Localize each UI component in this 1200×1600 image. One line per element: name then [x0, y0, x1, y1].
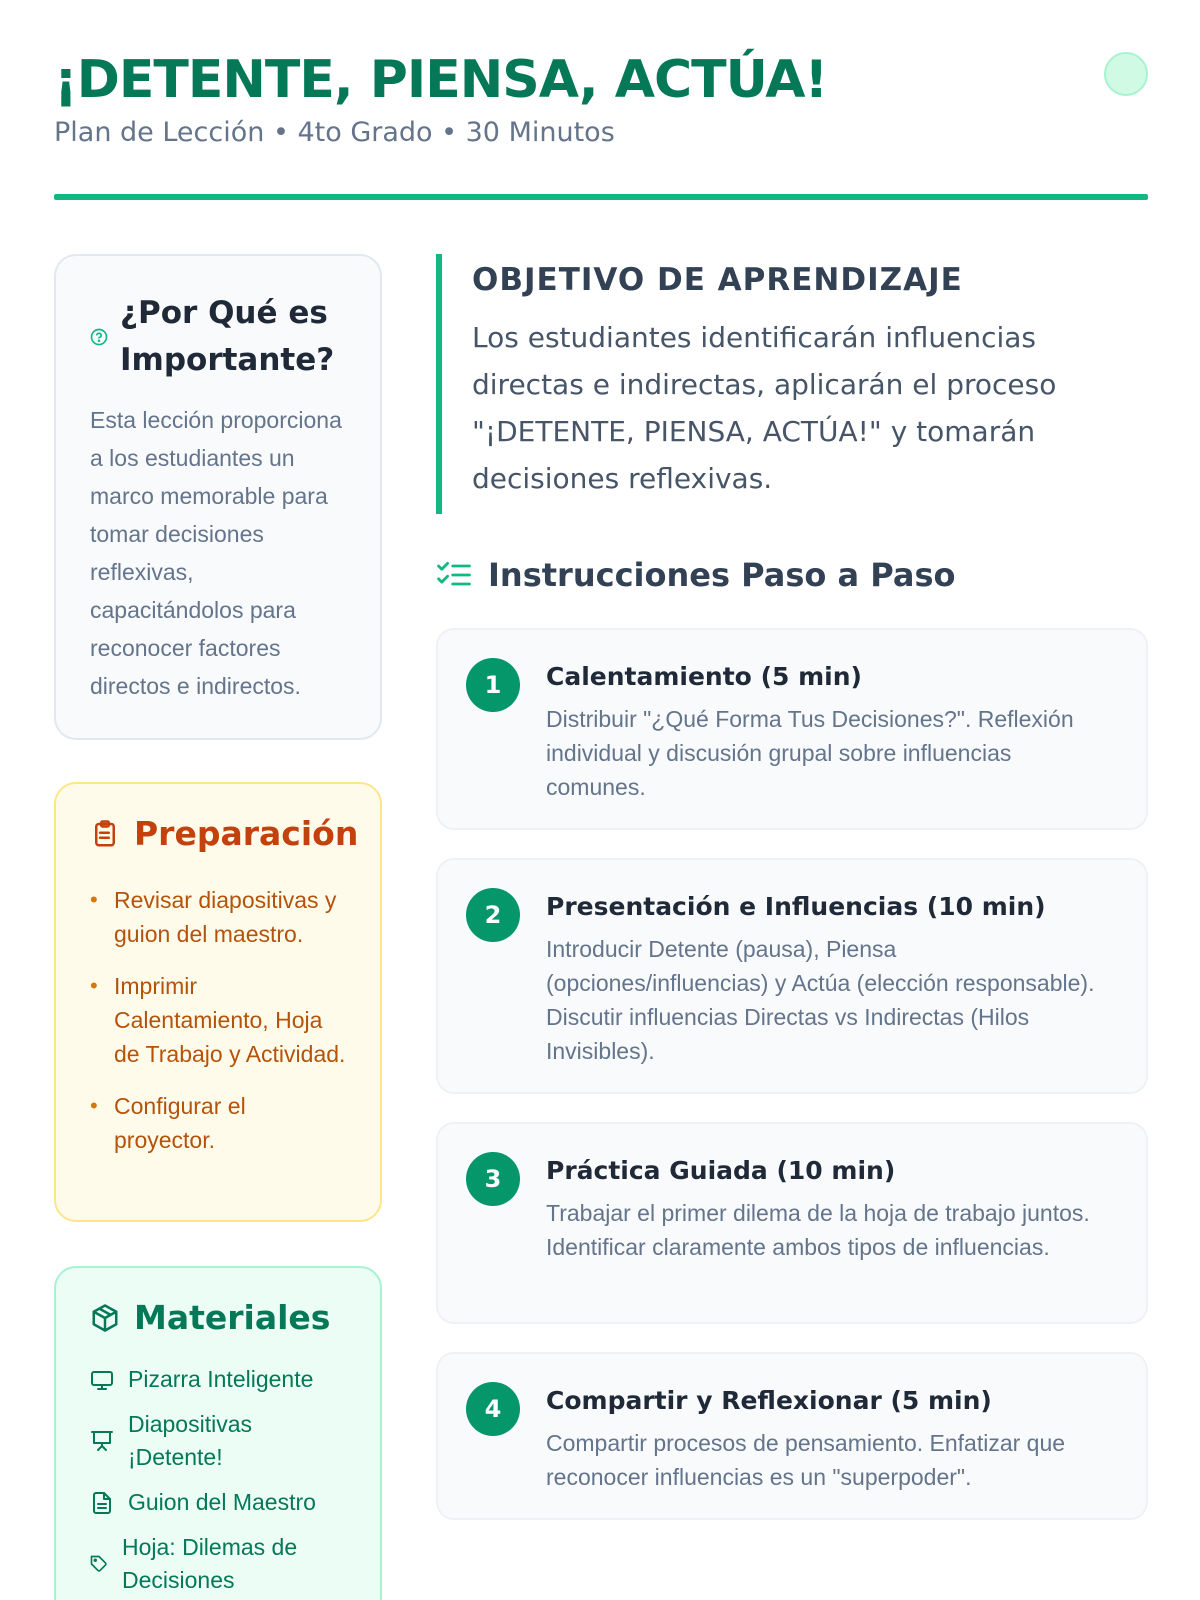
materials-card — [54, 1266, 382, 1600]
page-title: ¡DETENTE, PIENSA, ACTÚA! — [54, 50, 828, 110]
material-label: Guion del Maestro — [128, 1489, 316, 1515]
list-item: • Revisar diapositivas y guion del maestro. — [90, 883, 346, 951]
help-circle-icon — [90, 328, 108, 346]
presentation-icon — [90, 1429, 114, 1453]
materials-title: Materiales — [134, 1298, 331, 1337]
learning-objective — [436, 254, 1148, 514]
step-title: Presentación e Influencias (10 min) — [546, 892, 1046, 921]
list-item: • Imprimir Calentamiento, Hoja de Trabajo y Actividad. — [90, 969, 346, 1071]
step-number-badge: 1 — [466, 658, 520, 712]
objective-text: Los estudiantes identificarán influencias directas e indirectas, aplicarán el proceso "¡DETENTE, PIENSA, ACTÚA!" y tomarán decisiones reflexivas. — [472, 321, 1057, 495]
step-description: Distribuir "¿Qué Forma Tus Decisiones?". Reflexión individual y discusión grupal sobre influencias comunes. — [546, 706, 1074, 800]
monitor-icon — [90, 1368, 114, 1392]
step-card — [436, 628, 1148, 830]
header-divider — [54, 194, 1148, 200]
page-subtitle: Plan de Lección • 4to Grado • 30 Minutos — [54, 117, 615, 149]
steps-title: Instrucciones Paso a Paso — [488, 556, 956, 594]
step-title: Calentamiento (5 min) — [546, 662, 862, 691]
file-text-icon — [90, 1491, 114, 1515]
list-item — [90, 1363, 346, 1396]
step-description: Trabajar el primer dilema de la hoja de trabajo juntos. Identificar claramente ambos tipos de influencias. — [546, 1200, 1090, 1260]
preparation-title: Preparación — [134, 814, 359, 853]
step-card — [436, 858, 1148, 1094]
why-important-card — [54, 254, 382, 740]
list-item — [90, 1408, 346, 1474]
preparation-list — [90, 883, 346, 1157]
step-title: Práctica Guiada (10 min) — [546, 1156, 896, 1185]
step-number-badge: 2 — [466, 888, 520, 942]
step-description: Compartir procesos de pensamiento. Enfatizar que reconocer influencias es un "superpoder". — [546, 1430, 1066, 1490]
decorative-circle — [1104, 52, 1148, 96]
list-checks-icon — [436, 559, 472, 591]
package-icon — [90, 1303, 120, 1333]
list-item — [90, 1486, 346, 1519]
list-item — [90, 1531, 346, 1597]
material-label: Pizarra Inteligente — [128, 1366, 314, 1392]
preparation-card — [54, 782, 382, 1222]
tag-icon — [90, 1555, 108, 1573]
steps-header — [436, 556, 955, 594]
clipboard-icon — [90, 819, 120, 849]
why-important-text: Esta lección proporciona a los estudiantes un marco memorable para tomar decisiones reflexivas, capacitándolos para reconocer factores directos e indirectos. — [90, 407, 342, 699]
step-card — [436, 1122, 1148, 1324]
material-label: Diapositivas ¡Detente! — [128, 1411, 252, 1470]
step-title: Compartir y Reflexionar (5 min) — [546, 1386, 992, 1415]
page-header — [54, 52, 1148, 148]
material-label: Hoja: Dilemas de Decisiones — [122, 1534, 298, 1593]
step-number-badge: 4 — [466, 1382, 520, 1436]
materials-list — [90, 1363, 346, 1597]
why-important-title: ¿Por Qué es Importante? — [120, 295, 335, 378]
list-item: • Configurar el proyector. — [90, 1089, 346, 1157]
step-card — [436, 1352, 1148, 1520]
step-number-badge: 3 — [466, 1152, 520, 1206]
objective-label: OBJETIVO DE APRENDIZAJE — [472, 262, 963, 298]
step-description: Introducir Detente (pausa), Piensa (opciones/influencias) y Actúa (elección responsable). Discutir influencias Directas vs Indirectas (Hilos Invisibles). — [546, 936, 1095, 1064]
